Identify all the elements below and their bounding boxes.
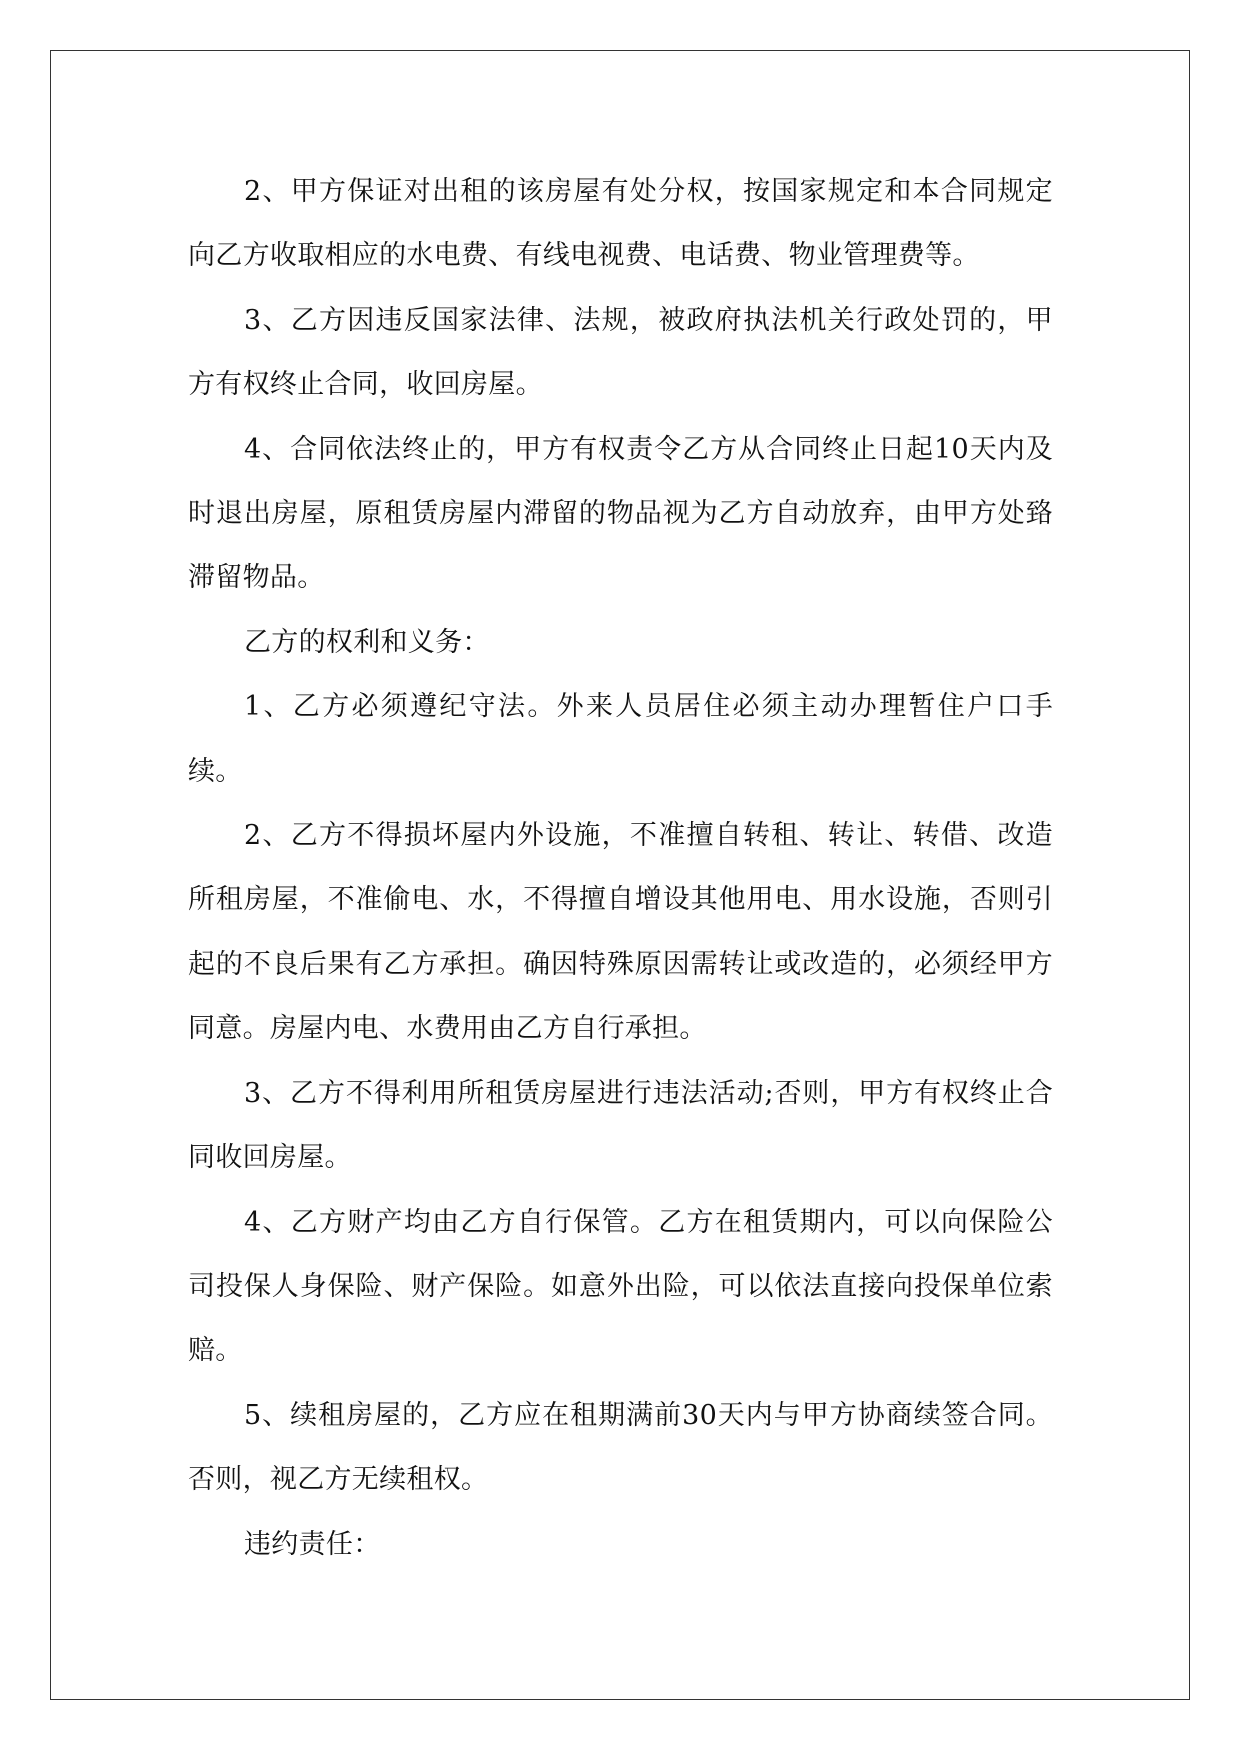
tenant-clause-2-no-damage: 2、乙方不得损坏屋内外设施，不准擅自转租、转让、转借、改造所租房屋，不准偷电、水，不得擅自增设其他用电、用水设施，否则引起的不良后果有乙方承担。确因特殊原因需转让或改造的，必须经甲方同意。房屋内电、水费用由乙方自行承担。	[188, 820, 1053, 1045]
section-heading-breach-liability: 违约责任：	[244, 1528, 381, 1560]
section-heading-tenant-rights: 乙方的权利和义务：	[244, 626, 490, 658]
clause-2-landlord-fees: 2、甲方保证对出租的该房屋有处分权，按国家规定和本合同规定向乙方收取相应的水电费、有线电视费、电话费、物业管理费等。	[188, 176, 1053, 272]
tenant-clause-4-insurance: 4、乙方财产均由乙方自行保管。乙方在租赁期内，可以向保险公司投保人身保险、财产保险。如意外出险，可以依法直接向投保单位索赔。	[188, 1206, 1053, 1367]
tenant-clause-5-renewal: 5、续租房屋的，乙方应在租期满前30天内与甲方协商续签合同。否则，视乙方无续租权。	[188, 1399, 1053, 1496]
tenant-clause-1-law-abiding: 1、乙方必须遵纪守法。外来人员居住必须主动办理暂住户口手续。	[188, 691, 1053, 787]
clause-4-vacate-premises: 4、合同依法终止的，甲方有权责令乙方从合同终止日起10天内及时退出房屋，原租赁房屋内滞留的物品视为乙方自动放弃，由甲方处臵滞留物品。	[188, 433, 1053, 594]
clause-3-termination-violation: 3、乙方因违反国家法律、法规，被政府执法机关行政处罚的，甲方有权终止合同，收回房屋。	[188, 304, 1053, 401]
document-body	[188, 160, 1053, 1577]
tenant-clause-3-no-illegal-use: 3、乙方不得利用所租赁房屋进行违法活动;否则，甲方有权终止合同收回房屋。	[188, 1077, 1053, 1174]
